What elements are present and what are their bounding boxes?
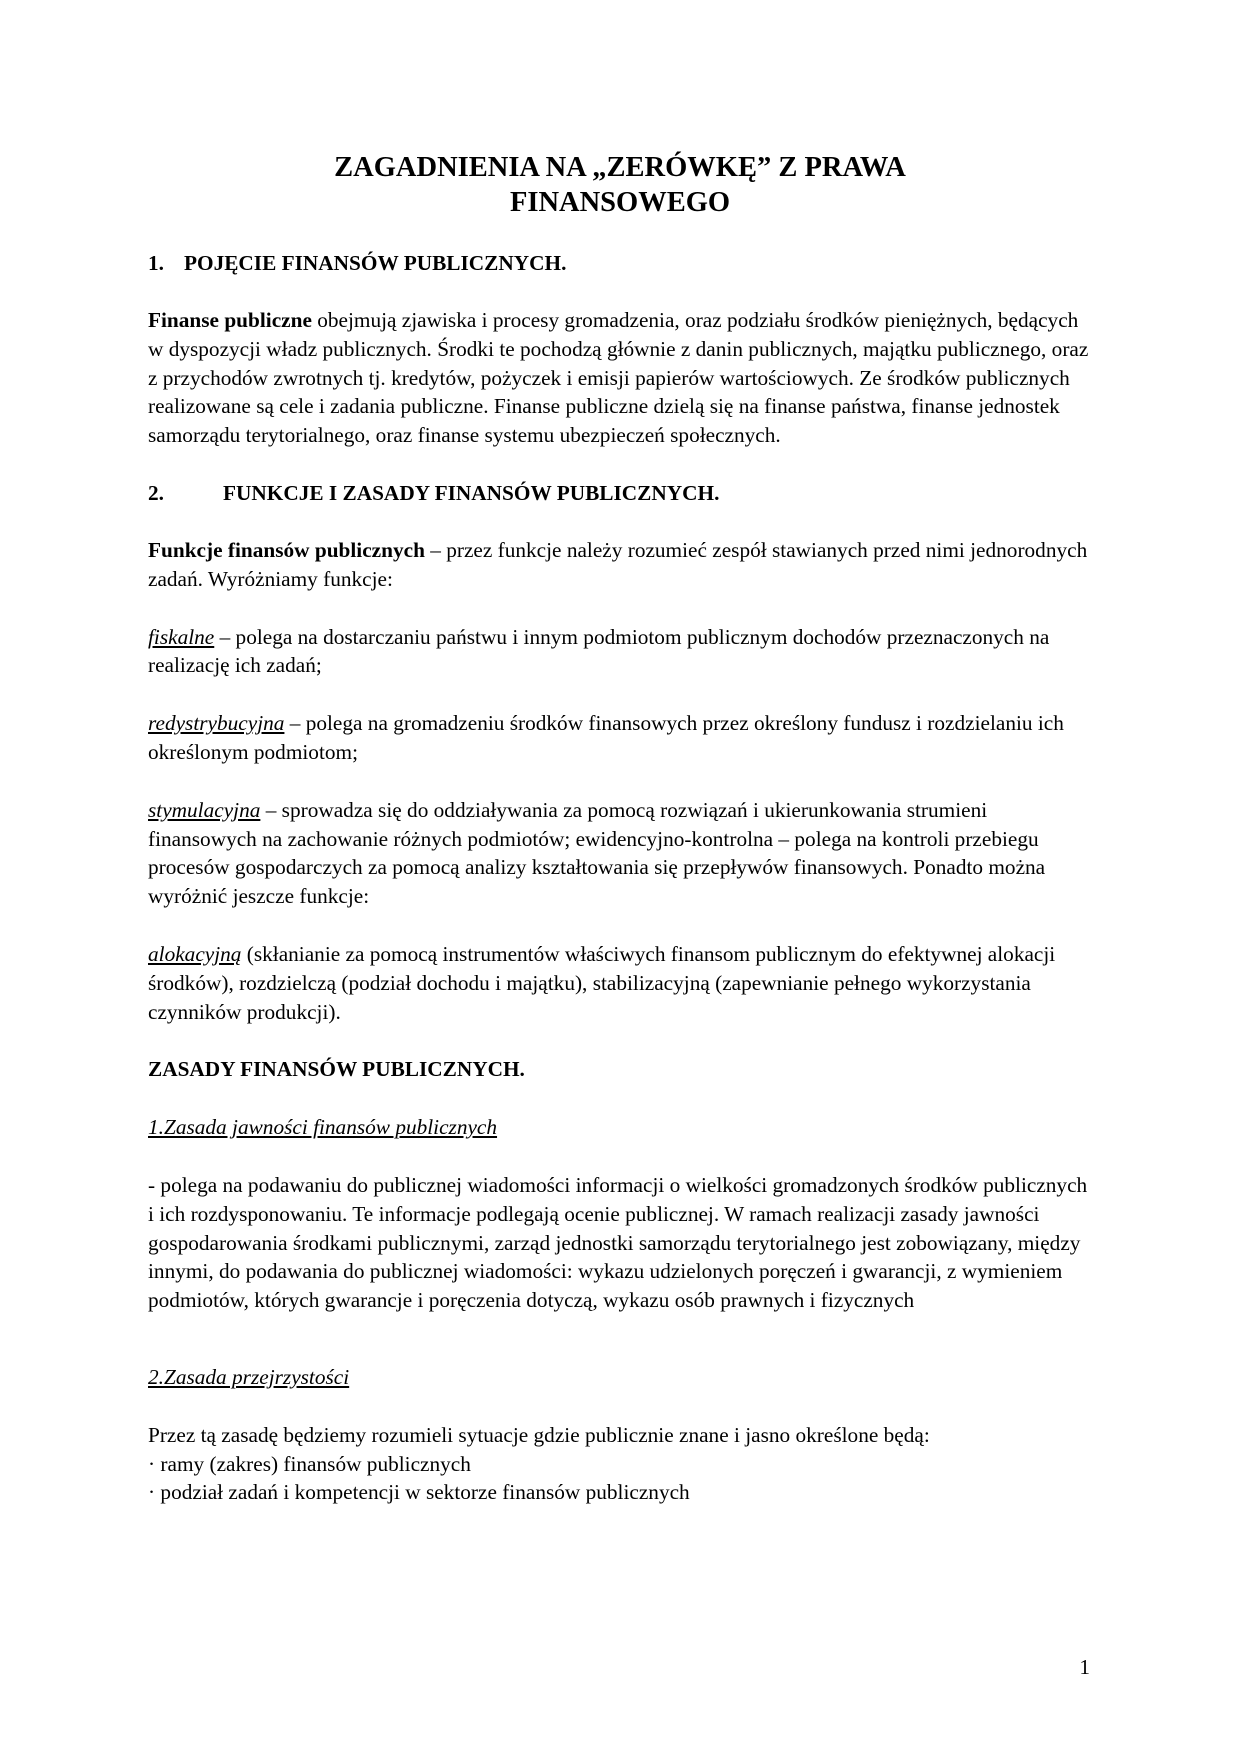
- section-2-title: FUNKCJE I ZASADY FINANSÓW PUBLICZNYCH.: [223, 480, 720, 505]
- function-term: alokacyjną: [148, 941, 242, 966]
- function-alokacyjna: [148, 940, 1092, 1026]
- section-1-number: 1.: [148, 251, 164, 275]
- term-funkcje: Funkcje finansów publicznych: [148, 537, 425, 562]
- function-text: – sprowadza się do oddziaływania za pomocą rozwiązań i ukierunkowania strumieni finansowych na zachowanie różnych podmiotów; ewidencyjno-kontrolna – polega na kontroli przebiegu procesów gospodarczych za pomocą analizy kształtowania się przepływów finansowych. Ponadto można wyróżnić jeszcze funkcje:: [148, 797, 1046, 909]
- function-term: redystrybucyjna: [148, 711, 285, 736]
- section-2-number: 2.: [148, 480, 164, 505]
- bullet-item: · podział zadań i kompetencji w sektorze finansów publicznych: [148, 1480, 690, 1505]
- function-term: stymulacyjna: [148, 797, 261, 822]
- principle-1-text: - polega na podawaniu do publicznej wiadomości informacji o wielkości gromadzonych środków publicznych i ich rozdysponowaniu. Te informacje podlegają ocenie publicznej. W ramach realizacji zasady jawności gospodarowania środkami publicznymi, zarząd jednostki samorządu terytorialnego jest zobowiązany, między innymi, do podawania do publicznej wiadomości: wykazu udzielonych poręczeń i gwarancji, z wymieniem podmiotów, których gwarancje i poręczenia dotyczą, wykazu osób prawnych i fizycznych: [148, 1172, 1088, 1313]
- function-text: – polega na gromadzeniu środków finansowych przez określony fundusz i rozdzielaniu ich określonym podmiotom;: [148, 711, 1064, 764]
- function-stymulacyjna: [148, 796, 1092, 911]
- principles-heading: ZASADY FINANSÓW PUBLICZNYCH.: [148, 1057, 525, 1082]
- section-1-heading: [148, 249, 1092, 277]
- section-2-intro: [148, 536, 1092, 594]
- section-1-text: obejmują zjawiska i procesy gromadzenia, oraz podziału środków pieniężnych, będących w dyspozycji władz publicznych. Środki te pochodzą głównie z danin publicznych, majątku publicznego, oraz z przychodów zwrotnych tj. kredytów, pożyczek i emisji papierów wartościowych. Ze środków publicznych realizowane są cele i zadania publiczne. Finanse publiczne dzielą się na finanse państwa, finanse jednostek samorządu terytorialnego, oraz finanse systemu ubezpieczeń społecznych.: [148, 308, 1089, 448]
- function-text: (skłanianie za pomocą instrumentów właściwych finansom publicznym do efektywnej alokacji środków), rozdzielczą (podział dochodu i majątku), stabilizacyjną (zapewnianie pełnego wykorzystania czynników produkcji).: [148, 941, 1056, 1024]
- function-text: – polega na dostarczaniu państwu i innym podmiotom publicznym dochodów przeznaczonych na realizację ich zadań;: [148, 624, 1050, 678]
- function-term: fiskalne: [148, 624, 215, 649]
- function-redystrybucyjna: [148, 709, 1092, 767]
- document-title: [148, 150, 1092, 220]
- bullet-item: · ramy (zakres) finansów publicznych: [148, 1451, 471, 1476]
- page-number: 1: [1079, 1655, 1090, 1679]
- section-2-intro-text: – przez funkcje należy rozumieć zespół stawianych przed nimi jednorodnych zadań. Wyróżniamy funkcje:: [148, 537, 1088, 591]
- function-fiskalne: [148, 623, 1092, 681]
- title-line-2: FINANSOWEGO: [509, 187, 731, 218]
- section-1-title: POJĘCIE FINANSÓW PUBLICZNYCH.: [184, 251, 567, 275]
- principle-2-title: 2.Zasada przejrzystości: [148, 1364, 350, 1389]
- principle-2-text: Przez tą zasadę będziemy rozumieli sytuacje gdzie publicznie znane i jasno określone będą:: [148, 1422, 930, 1447]
- section-1-paragraph: [148, 306, 1092, 450]
- principle-2-body: [148, 1421, 1092, 1507]
- document-page: [148, 150, 1092, 1507]
- section-2-heading: [148, 479, 1092, 507]
- term-finanse-publiczne: Finanse publiczne: [148, 308, 312, 332]
- principle-1-title: 1.Zasada jawności finansów publicznych: [148, 1115, 498, 1140]
- title-line-1: ZAGADNIENIA NA „ZERÓWKĘ” Z PRAWA: [334, 152, 906, 183]
